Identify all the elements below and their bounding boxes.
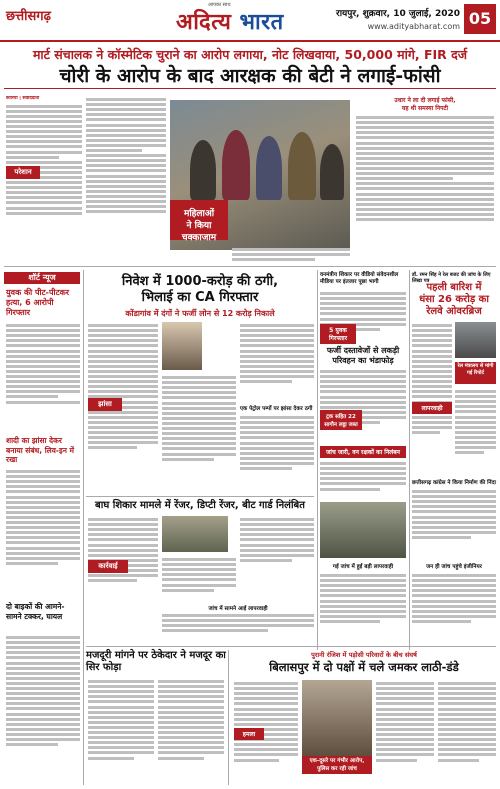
- bottom-divider: [86, 646, 496, 647]
- wood-col-4: [320, 572, 406, 642]
- rail-box-title: रेल मंत्रालय से मांगी गई रिपोर्ट: [455, 362, 496, 384]
- labour-headline: मजदूरी मांगने पर ठेकेदार ने मजदूर का सिर फोड़ा: [86, 650, 226, 673]
- right-column-divider: [409, 270, 410, 650]
- fraud-accused-photo: [162, 322, 202, 370]
- newspaper-logo: [176, 6, 284, 36]
- lead-photo-label: [170, 200, 228, 243]
- rail-small-head: डॉ. रमन सिंह ने रेल बजट की जांच के लिए लिखा पत्र: [412, 272, 491, 284]
- fraud-label: झांसा: [88, 398, 122, 411]
- lead-right-head: [356, 96, 494, 112]
- left-column-divider: [83, 270, 84, 785]
- fraud-headline-line-1: निवेश में 1000-करोड़ की ठगी,: [121, 274, 279, 289]
- rail-col-2: [412, 488, 496, 558]
- section-name: छत्तीसगढ़: [6, 9, 51, 24]
- bilaspur-col-3: [438, 680, 496, 784]
- fraud-headline-line-2: भिलाई का CA गिरफ्तार: [141, 290, 259, 305]
- short-news-title: शॉर्ट न्यूज: [4, 272, 80, 284]
- bilaspur-kicker: पुरानी रंजिश में पड़ोसी परिवारों के बीच संघर्ष: [311, 651, 417, 659]
- logo-second: भारत: [239, 9, 284, 35]
- lead-rule: [4, 88, 496, 89]
- lead-right-head-line-2: यह थी समस्या निपटी: [401, 105, 449, 112]
- fraud-col-2: [162, 374, 236, 492]
- rail-col-1: [412, 322, 452, 472]
- wood-headline-line-2: मीडिया पर इंतजार पूछा भागी: [320, 279, 379, 285]
- photo-label-line-1: महिलाओं: [183, 209, 215, 219]
- logo-main: अदित्य: [176, 9, 232, 35]
- forest-col-1: [88, 516, 158, 602]
- forest-label: कार्रवाई: [88, 560, 128, 573]
- lead-side-label: परेशान: [6, 166, 40, 179]
- lead-right-head-line-1: उधार ने ला दी लगाई फांसी,: [394, 97, 456, 104]
- wood-col-3: [320, 460, 406, 500]
- bilaspur-col-2: [376, 680, 434, 784]
- wood-headline: [320, 272, 406, 286]
- wood-inner-head-2: जांच जारी, वन रक्षकों का निलंबन: [320, 446, 406, 458]
- rail-inner-head: छत्तीसगढ़ कांग्रेस ने किया निर्माण की निंदा: [412, 480, 496, 486]
- lead-divider: [4, 266, 496, 267]
- photo-label-line-3: चक्काजाम: [181, 233, 217, 243]
- forest-headline: बाघ शिकार मामले में रेंजर, डिप्टी रेंजर, बीट गार्ड निलंबित: [95, 500, 305, 511]
- wood-label: 5 युवक गिरफ्तार: [320, 324, 356, 344]
- wood-col-2: [320, 368, 406, 444]
- rail-label: लापरवाही: [412, 402, 452, 414]
- masthead: [0, 0, 500, 42]
- photo-label-line-2: ने किया: [186, 221, 212, 231]
- lead-column-2: [86, 96, 166, 256]
- story-livein-head: शादी का झांसा देकर बनाया संबंध, लिव-इन में रखा: [6, 436, 74, 464]
- page-number: 05: [464, 4, 496, 34]
- story-accident-body: [6, 634, 80, 784]
- center-column-divider: [317, 270, 318, 650]
- rail-box-body: [455, 388, 496, 478]
- rail-headline-line-1: पहली बारिश में: [426, 282, 482, 293]
- fraud-col-3: [240, 322, 314, 402]
- fraud-col-4: [240, 414, 314, 492]
- wood-label-2: ट्रक सहित 22 सागौन लट्ठा जब्त: [320, 410, 362, 430]
- labour-col-1: [88, 678, 154, 784]
- wood-photo: [320, 502, 406, 558]
- story-murder-head: युवक की पीट-पीटकर हत्या, 6 आरोपी गिरफ्तार: [6, 288, 70, 317]
- story-livein-body: [6, 468, 80, 598]
- bilaspur-caption-line-2: पुलिस कर रही जांच: [317, 766, 357, 772]
- forest-col-4: [162, 612, 314, 642]
- story-accident-head: दो बाइकों की आमने-सामने टक्कर, घायल: [6, 602, 65, 621]
- wood-inner-head: फर्जी दस्तावेजों से लकड़ी परिवहन का भंडाफोड़: [326, 346, 400, 365]
- lead-photo-caption: [232, 246, 350, 268]
- lead-kicker: मार्ट संचालक ने कॉस्मेटिक चुराने का आरोप लगाया, नोट लिखवाया, 50,000 मांगे, FIR दर्ज: [32, 47, 468, 62]
- forest-photo: [162, 516, 228, 552]
- fraud-subhead: कोंडागांव में दंगों ने फर्जी लोन से 12 करोड़ निकाले: [125, 309, 275, 318]
- rail-col-3: [412, 572, 496, 642]
- rail-headline: [412, 282, 496, 318]
- forest-col-3: [240, 516, 314, 576]
- wood-headline-line-1: वनमंत्रीय शिकार पर वीडियो संवेदनशील: [320, 272, 399, 278]
- website: www.adityabharat.com: [367, 22, 460, 31]
- rail-headline-line-2: धंसा 26 करोड़ का: [419, 294, 489, 305]
- bilaspur-label: हमला: [234, 728, 264, 740]
- bilaspur-photo: [302, 680, 372, 756]
- story-murder-body: [6, 322, 80, 432]
- rail-headline-line-3: रेलवे ओवरब्रिज: [426, 306, 482, 317]
- fraud-divider: [86, 496, 314, 497]
- forest-col-2: [162, 556, 236, 602]
- bilaspur-headline: बिलासपुर में दो पक्षों में चले जमकर लाठी-डंडे: [269, 660, 459, 674]
- lead-column-3: [356, 114, 494, 256]
- lead-headline: चोरी के आरोप के बाद आरक्षक की बेटी ने लगाई-फांसी: [59, 65, 441, 87]
- labour-col-2: [158, 678, 224, 784]
- forest-inner-head: जांच में सामने आई लापरवाही: [208, 606, 268, 612]
- rail-inner-head-2: जन ही जांच पहुंचे इंजीनियर: [426, 564, 482, 570]
- wood-inner-head-3: गई जांच में हुई बड़ी लापरवाही: [332, 564, 394, 570]
- dateline: रायपुर, शुक्रवार, 10 जुलाई, 2020: [336, 9, 460, 19]
- lead-byline: कोरिया | संवाददाता: [6, 96, 40, 101]
- fraud-inner-head: एक पेट्रोल पम्पों पर झांसा देकर ठगी: [240, 406, 313, 412]
- bilaspur-caption-line-1: एक-दूसरे पर गंभीर आरोप,: [309, 758, 365, 764]
- fraud-headline: [86, 274, 314, 306]
- rail-photo: [455, 322, 496, 358]
- bottom-column-divider: [228, 650, 229, 785]
- bilaspur-photo-caption: [302, 756, 372, 774]
- logo-tagline: आपका साथ: [208, 2, 231, 8]
